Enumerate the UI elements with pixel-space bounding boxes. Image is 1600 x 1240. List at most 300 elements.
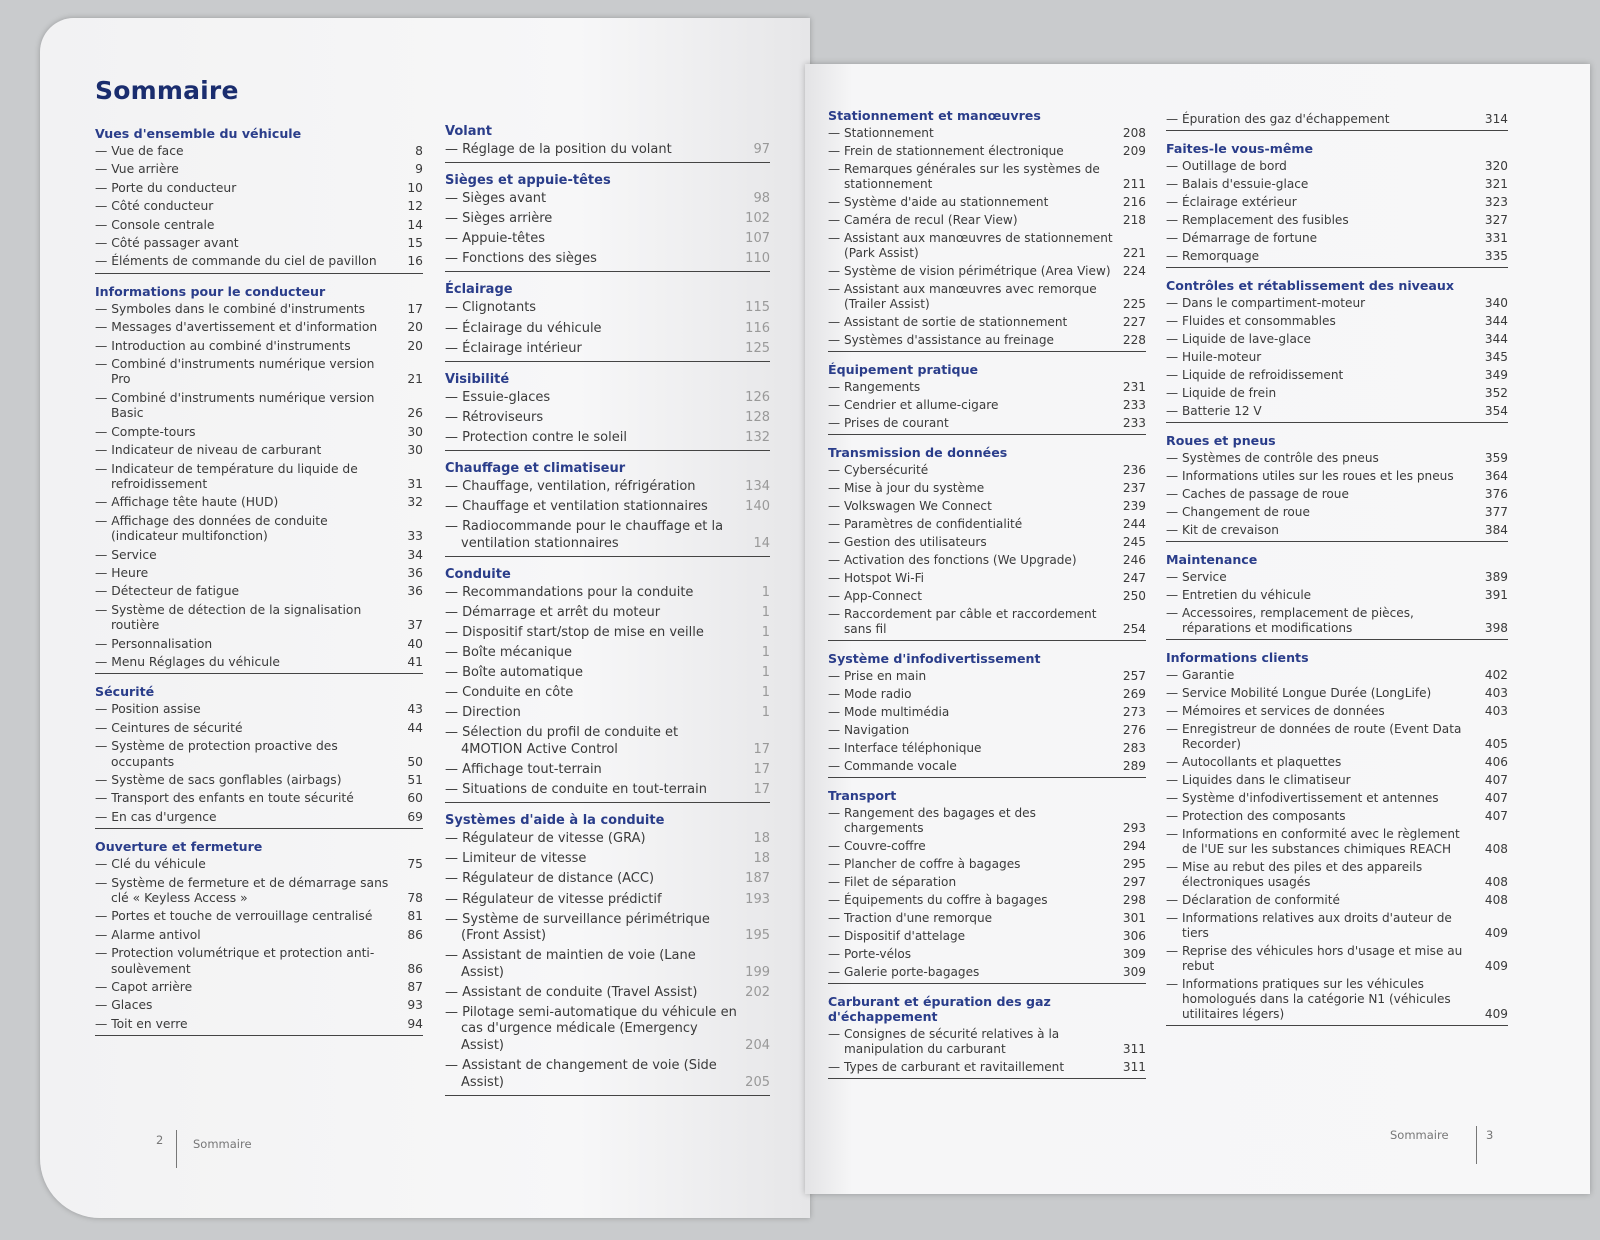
toc-entry: [828, 965, 1146, 980]
entry-page-number: 26: [407, 406, 423, 421]
entry-page-number: 110: [745, 251, 770, 267]
entry-label: — Kit de crevaison: [1166, 523, 1484, 538]
section-title: Carburant et épuration des gaz d'échappement: [828, 994, 1051, 1024]
section-divider: [828, 351, 1146, 352]
entry-label: — Remorquage: [1166, 249, 1484, 264]
entry-label: — Boîte mécanique: [445, 645, 746, 662]
entry-label: — Essuie-glaces: [445, 390, 745, 407]
toc-section: [828, 788, 1146, 984]
toc-entry: [1166, 523, 1508, 538]
toc-entry: [1166, 722, 1508, 752]
entry-page-number: 309: [1122, 965, 1146, 979]
toc-section: [95, 284, 423, 675]
toc-entry: [95, 1017, 423, 1032]
entry-page-number: 331: [1484, 231, 1508, 245]
entry-label: — Indicateur de niveau de carburant: [95, 443, 399, 458]
entry-page-number: 311: [1122, 1042, 1146, 1056]
entry-label: — En cas d'urgence: [95, 810, 399, 825]
toc-entry: [445, 430, 770, 447]
entry-page-number: 187: [745, 871, 770, 887]
entry-label: — Activation des fonctions (We Upgrade): [828, 553, 1122, 568]
toc-entry: [828, 571, 1146, 586]
section-divider: [445, 450, 770, 451]
entry-label: — Limiteur de vitesse: [445, 851, 746, 868]
entry-page-number: 224: [1122, 264, 1146, 278]
entry-label: — Compte-tours: [95, 425, 399, 440]
toc-entry: [828, 589, 1146, 604]
entry-label: — Mode radio: [828, 687, 1122, 702]
entry-page-number: 257: [1122, 669, 1146, 683]
entry-label: — Couvre-coffre: [828, 839, 1122, 854]
entry-label: — Conduite en côte: [445, 685, 746, 702]
toc-section: [445, 282, 770, 361]
toc-entry: [445, 645, 770, 662]
entry-label: — Informations relatives aux droits d'auteur de tiers: [1166, 911, 1484, 941]
toc-entry: [95, 514, 423, 545]
toc-entry: [445, 948, 770, 981]
entry-page-number: 250: [1122, 589, 1146, 603]
entry-label: — Batterie 12 V: [1166, 404, 1484, 419]
toc-entry: [1166, 112, 1508, 127]
section-divider: [95, 673, 423, 674]
entry-page-number: 12: [407, 199, 423, 214]
toc-entry: [828, 144, 1146, 159]
toc-entry: [1166, 911, 1508, 941]
entry-page-number: 10: [407, 180, 423, 195]
entry-page-number: 94: [407, 1016, 423, 1031]
toc-entry: [1166, 570, 1508, 585]
entry-page-number: 352: [1484, 386, 1508, 400]
entry-page-number: 269: [1122, 687, 1146, 701]
toc-entry: [828, 911, 1146, 926]
entry-page-number: 236: [1122, 463, 1146, 477]
entry-page-number: 211: [1122, 177, 1146, 191]
entry-page-number: 377: [1484, 505, 1508, 519]
entry-label: — Systèmes d'assistance au freinage: [828, 333, 1122, 348]
entry-page-number: 340: [1484, 296, 1508, 310]
toc-entry: [828, 481, 1146, 496]
toc-entry: [1166, 177, 1508, 192]
toc-entry: [445, 685, 770, 702]
entry-label: — Dispositif start/stop de mise en veille: [445, 625, 746, 642]
toc-entry: [95, 566, 423, 581]
entry-page-number: 18: [753, 831, 770, 847]
entry-label: — Côté passager avant: [95, 236, 399, 251]
entry-page-number: 36: [407, 565, 423, 580]
entry-page-number: 202: [745, 984, 770, 1000]
toc-entry: [828, 893, 1146, 908]
entry-label: — Assistant de maintien de voie (Lane Assist): [445, 948, 745, 981]
section-divider: [445, 162, 770, 163]
toc-entry: [1166, 505, 1508, 520]
entry-label: — Radiocommande pour le chauffage et la ventilation stationnaires: [445, 519, 746, 552]
entry-label: — Affichage tout-terrain: [445, 762, 746, 779]
entry-page-number: 204: [745, 1037, 770, 1053]
footer-left-divider: [176, 1130, 177, 1168]
toc-section: [1166, 278, 1508, 423]
toc-entry: [828, 126, 1146, 141]
toc-entry: [445, 1005, 770, 1055]
toc-entry: [1166, 451, 1508, 466]
toc-entry: [828, 380, 1146, 395]
entry-page-number: 298: [1122, 893, 1146, 907]
toc-entry: [828, 553, 1146, 568]
toc-entry: [95, 462, 423, 493]
entry-page-number: 208: [1122, 126, 1146, 140]
toc-entry: [828, 857, 1146, 872]
entry-page-number: 1: [761, 685, 770, 701]
section-title: Vues d'ensemble du véhicule: [95, 126, 302, 141]
section-title: Transport: [828, 788, 897, 803]
toc-entry: [445, 705, 770, 722]
entry-page-number: 31: [407, 476, 423, 491]
toc-entry: [445, 851, 770, 868]
entry-label: — Outillage de bord: [1166, 159, 1484, 174]
entry-label: — Chauffage et ventilation stationnaires: [445, 499, 745, 516]
toc-entry: [828, 535, 1146, 550]
toc-entry: [95, 739, 423, 770]
toc-entry: [95, 254, 423, 269]
section-divider: [1166, 267, 1508, 268]
section-title: Systèmes d'aide à la conduite: [445, 813, 665, 829]
footer-right-page-number: 3: [1486, 1128, 1494, 1142]
toc-entry: [1166, 249, 1508, 264]
entry-page-number: 311: [1122, 1060, 1146, 1074]
toc-section: [828, 651, 1146, 778]
entry-label: — Recommandations pour la conduite: [445, 585, 746, 602]
toc-column-1: [95, 126, 423, 1046]
toc-entry: [445, 782, 770, 799]
entry-page-number: 44: [407, 720, 423, 735]
entry-label: — Toit en verre: [95, 1017, 399, 1032]
entry-label: — Fonctions des sièges: [445, 251, 745, 268]
entry-label: — Service: [95, 548, 399, 563]
entry-page-number: 237: [1122, 481, 1146, 495]
entry-label: — Porte du conducteur: [95, 181, 399, 196]
section-divider: [1166, 541, 1508, 542]
toc-entry: [828, 499, 1146, 514]
section-divider: [95, 273, 423, 274]
toc-entry: [1166, 686, 1508, 701]
toc-entry: [1166, 773, 1508, 788]
entry-page-number: 405: [1484, 737, 1508, 751]
toc-entry: [828, 741, 1146, 756]
footer-right-label: Sommaire: [1390, 1128, 1449, 1142]
entry-label: — Mise au rebut des piles et des appareils électroniques usagés: [1166, 860, 1484, 890]
section-title: Volant: [445, 124, 492, 139]
toc-entry: [1166, 944, 1508, 974]
entry-page-number: 408: [1484, 875, 1508, 889]
toc-section: [828, 445, 1146, 641]
toc-entry: [95, 495, 423, 510]
toc-entry: [828, 723, 1146, 738]
entry-label: — Accessoires, remplacement de pièces, réparations et modifications: [1166, 606, 1484, 636]
entry-label: — Éléments de commande du ciel de pavillon: [95, 254, 399, 269]
entry-page-number: 283: [1122, 741, 1146, 755]
entry-page-number: 17: [753, 741, 770, 757]
toc-entry: [828, 839, 1146, 854]
entry-page-number: 128: [745, 409, 770, 425]
toc-entry: [1166, 404, 1508, 419]
entry-page-number: 205: [745, 1074, 770, 1090]
entry-label: — Menu Réglages du véhicule: [95, 655, 399, 670]
toc-entry: [95, 218, 423, 233]
footer-left-label: Sommaire: [193, 1137, 252, 1151]
entry-label: — Sièges arrière: [445, 211, 745, 228]
toc-entry: [95, 946, 423, 977]
toc-entry: [1166, 668, 1508, 683]
entry-label: — Gestion des utilisateurs: [828, 535, 1122, 550]
entry-page-number: 233: [1122, 416, 1146, 430]
entry-label: — Assistant aux manœuvres de stationnement (Park Assist): [828, 231, 1122, 261]
entry-label: — Indicateur de température du liquide de refroidissement: [95, 462, 399, 493]
entry-label: — Côté conducteur: [95, 199, 399, 214]
entry-label: — Galerie porte-bagages: [828, 965, 1122, 980]
section-divider: [445, 361, 770, 362]
toc-entry: [445, 231, 770, 248]
entry-page-number: 218: [1122, 213, 1146, 227]
toc-entry: [95, 928, 423, 943]
toc-section: [828, 362, 1146, 435]
entry-page-number: 364: [1484, 469, 1508, 483]
entry-page-number: 409: [1484, 1007, 1508, 1021]
entry-page-number: 51: [407, 773, 423, 787]
entry-page-number: 17: [753, 782, 770, 798]
entry-page-number: 327: [1484, 213, 1508, 227]
toc-entry: [445, 479, 770, 496]
entry-label: — Cybersécurité: [828, 463, 1122, 478]
section-divider: [828, 640, 1146, 641]
toc-column-4: [1166, 112, 1508, 1036]
entry-label: — Transport des enfants en toute sécurité: [95, 791, 399, 806]
entry-label: — Direction: [445, 705, 746, 722]
toc-entry: [445, 605, 770, 622]
toc-entry: [95, 391, 423, 422]
toc-section: [445, 567, 770, 803]
entry-label: — Clé du véhicule: [95, 857, 399, 872]
toc-entry: [95, 339, 423, 354]
toc-entry: [1166, 195, 1508, 210]
entry-page-number: 1: [761, 604, 770, 620]
toc-entry: [1166, 606, 1508, 636]
toc-section: [445, 372, 770, 451]
entry-page-number: 306: [1122, 929, 1146, 943]
entry-page-number: 97: [753, 142, 770, 157]
entry-label: — Commande vocale: [828, 759, 1122, 774]
toc-entry: [828, 875, 1146, 890]
entry-label: — Stationnement: [828, 126, 1122, 141]
entry-label: — Console centrale: [95, 218, 399, 233]
entry-page-number: 40: [407, 636, 423, 651]
toc-entry: [828, 607, 1146, 637]
toc-entry: [95, 773, 423, 788]
entry-label: — Changement de roue: [1166, 505, 1484, 520]
entry-label: — Sélection du profil de conduite et 4MOTION Active Control: [445, 725, 746, 758]
entry-page-number: 276: [1122, 723, 1146, 737]
entry-page-number: 9: [415, 162, 423, 177]
entry-page-number: 125: [745, 340, 770, 356]
toc-entry: [1166, 827, 1508, 857]
toc-entry: [95, 637, 423, 652]
entry-label: — Liquide de frein: [1166, 386, 1484, 401]
entry-page-number: 408: [1484, 842, 1508, 856]
toc-entry: [445, 300, 770, 317]
toc-entry: [445, 665, 770, 682]
section-title: Visibilité: [445, 371, 510, 387]
toc-entry: [445, 341, 770, 358]
section-title: Stationnement et manœuvres: [828, 108, 1041, 123]
entry-label: — Sièges avant: [445, 191, 746, 208]
entry-label: — Liquide de refroidissement: [1166, 368, 1484, 383]
entry-page-number: 98: [753, 191, 770, 207]
entry-page-number: 403: [1484, 704, 1508, 718]
entry-page-number: 126: [745, 389, 770, 405]
toc-entry: [1166, 755, 1508, 770]
entry-label: — Paramètres de confidentialité: [828, 517, 1122, 532]
entry-label: — Détecteur de fatigue: [95, 584, 399, 599]
toc-entry: [445, 985, 770, 1002]
entry-page-number: 301: [1122, 911, 1146, 925]
entry-page-number: 321: [1484, 177, 1508, 191]
entry-page-number: 41: [407, 654, 423, 669]
entry-label: — App-Connect: [828, 589, 1122, 604]
entry-label: — Alarme antivol: [95, 928, 399, 943]
toc-entry: [1166, 469, 1508, 484]
toc-entry: [828, 416, 1146, 431]
entry-page-number: 376: [1484, 487, 1508, 501]
entry-page-number: 406: [1484, 755, 1508, 769]
entry-label: — Types de carburant et ravitaillement: [828, 1060, 1122, 1075]
entry-label: — Consignes de sécurité relatives à la manipulation du carburant: [828, 1027, 1122, 1057]
entry-page-number: 391: [1484, 588, 1508, 602]
entry-label: — Pilotage semi-automatique du véhicule en cas d'urgence médicale (Emergency Assist): [445, 1005, 745, 1055]
entry-page-number: 289: [1122, 759, 1146, 773]
entry-label: — Caméra de recul (Rear View): [828, 213, 1122, 228]
section-divider: [828, 983, 1146, 984]
toc-entry: [828, 231, 1146, 261]
entry-label: — Mémoires et services de données: [1166, 704, 1484, 719]
section-divider: [1166, 639, 1508, 640]
entry-label: — Régulateur de vitesse prédictif: [445, 892, 745, 909]
entry-page-number: 349: [1484, 368, 1508, 382]
entry-label: — Garantie: [1166, 668, 1484, 683]
entry-page-number: 36: [407, 584, 423, 599]
entry-label: — Informations utiles sur les roues et les pneus: [1166, 469, 1484, 484]
toc-entry: [95, 425, 423, 440]
toc-entry: [95, 655, 423, 670]
section-divider: [95, 828, 423, 829]
toc-entry: [828, 463, 1146, 478]
toc-entry: [445, 321, 770, 338]
entry-page-number: 247: [1122, 571, 1146, 585]
entry-page-number: 239: [1122, 499, 1146, 513]
entry-label: — Informations en conformité avec le règlement de l'UE sur les substances chimiques REACH: [1166, 827, 1484, 857]
toc-entry: [95, 236, 423, 251]
entry-page-number: 246: [1122, 553, 1146, 567]
toc-entry: [95, 181, 423, 196]
entry-label: — Assistant de conduite (Travel Assist): [445, 985, 745, 1002]
toc-entry: [1166, 332, 1508, 347]
toc-entry: [95, 702, 423, 717]
toc-entry: [828, 517, 1146, 532]
toc-entry: [1166, 791, 1508, 806]
toc-entry: [828, 264, 1146, 279]
entry-page-number: 409: [1484, 926, 1508, 940]
entry-label: — Système de détection de la signalisation routière: [95, 603, 399, 634]
entry-page-number: 295: [1122, 857, 1146, 871]
toc-section: [445, 461, 770, 557]
section-divider: [445, 271, 770, 272]
toc-column-3: [828, 108, 1146, 1089]
toc-entry: [445, 1058, 770, 1091]
section-title: Contrôles et rétablissement des niveaux: [1166, 278, 1454, 293]
toc-entry: [828, 929, 1146, 944]
entry-page-number: 345: [1484, 350, 1508, 364]
entry-page-number: 227: [1122, 315, 1146, 329]
entry-page-number: 323: [1484, 195, 1508, 209]
entry-label: — Affichage tête haute (HUD): [95, 495, 399, 510]
entry-label: — Personnalisation: [95, 637, 399, 652]
entry-label: — Huile-moteur: [1166, 350, 1484, 365]
entry-page-number: 30: [407, 443, 423, 458]
entry-label: — Protection des composants: [1166, 809, 1484, 824]
entry-label: — Mise à jour du système: [828, 481, 1122, 496]
toc-entry: [445, 390, 770, 407]
toc-section: [828, 108, 1146, 352]
entry-page-number: 18: [753, 851, 770, 867]
toc-entry: [445, 211, 770, 228]
toc-entry: [445, 892, 770, 909]
entry-page-number: 409: [1484, 959, 1508, 973]
entry-page-number: 1: [761, 645, 770, 661]
entry-label: — Assistant de sortie de stationnement: [828, 315, 1122, 330]
footer-right-divider: [1476, 1126, 1477, 1164]
section-title: Sièges et appuie-têtes: [445, 173, 611, 189]
entry-label: — Assistant de changement de voie (Side Assist): [445, 1058, 745, 1091]
entry-label: — Protection volumétrique et protection anti-soulèvement: [95, 946, 399, 977]
entry-page-number: 32: [407, 495, 423, 510]
entry-label: — Traction d'une remorque: [828, 911, 1122, 926]
toc-entry: [1166, 809, 1508, 824]
toc-entry: [828, 213, 1146, 228]
entry-page-number: 354: [1484, 404, 1508, 418]
entry-page-number: 15: [407, 236, 423, 251]
entry-page-number: 402: [1484, 668, 1508, 682]
entry-page-number: 216: [1122, 195, 1146, 209]
toc-entry: [828, 705, 1146, 720]
toc-entry: [95, 357, 423, 388]
entry-label: — Système d'infodivertissement et antennes: [1166, 791, 1484, 806]
entry-label: — Hotspot Wi-Fi: [828, 571, 1122, 586]
entry-page-number: 107: [745, 231, 770, 247]
entry-page-number: 21: [407, 372, 423, 387]
entry-page-number: 43: [407, 702, 423, 717]
entry-page-number: 407: [1484, 809, 1508, 823]
entry-page-number: 132: [745, 429, 770, 445]
toc-entry: [1166, 860, 1508, 890]
section-title: Conduite: [445, 566, 511, 582]
section-divider: [445, 802, 770, 803]
entry-label: — Frein de stationnement électronique: [828, 144, 1122, 159]
entry-page-number: 37: [407, 618, 423, 633]
entry-label: — Combiné d'instruments numérique version Basic: [95, 391, 399, 422]
toc-entry: [1166, 231, 1508, 246]
entry-page-number: 294: [1122, 839, 1146, 853]
toc-section: [445, 124, 770, 163]
entry-page-number: 86: [407, 927, 423, 942]
toc-entry: [445, 831, 770, 848]
section-title: Sécurité: [95, 684, 155, 700]
